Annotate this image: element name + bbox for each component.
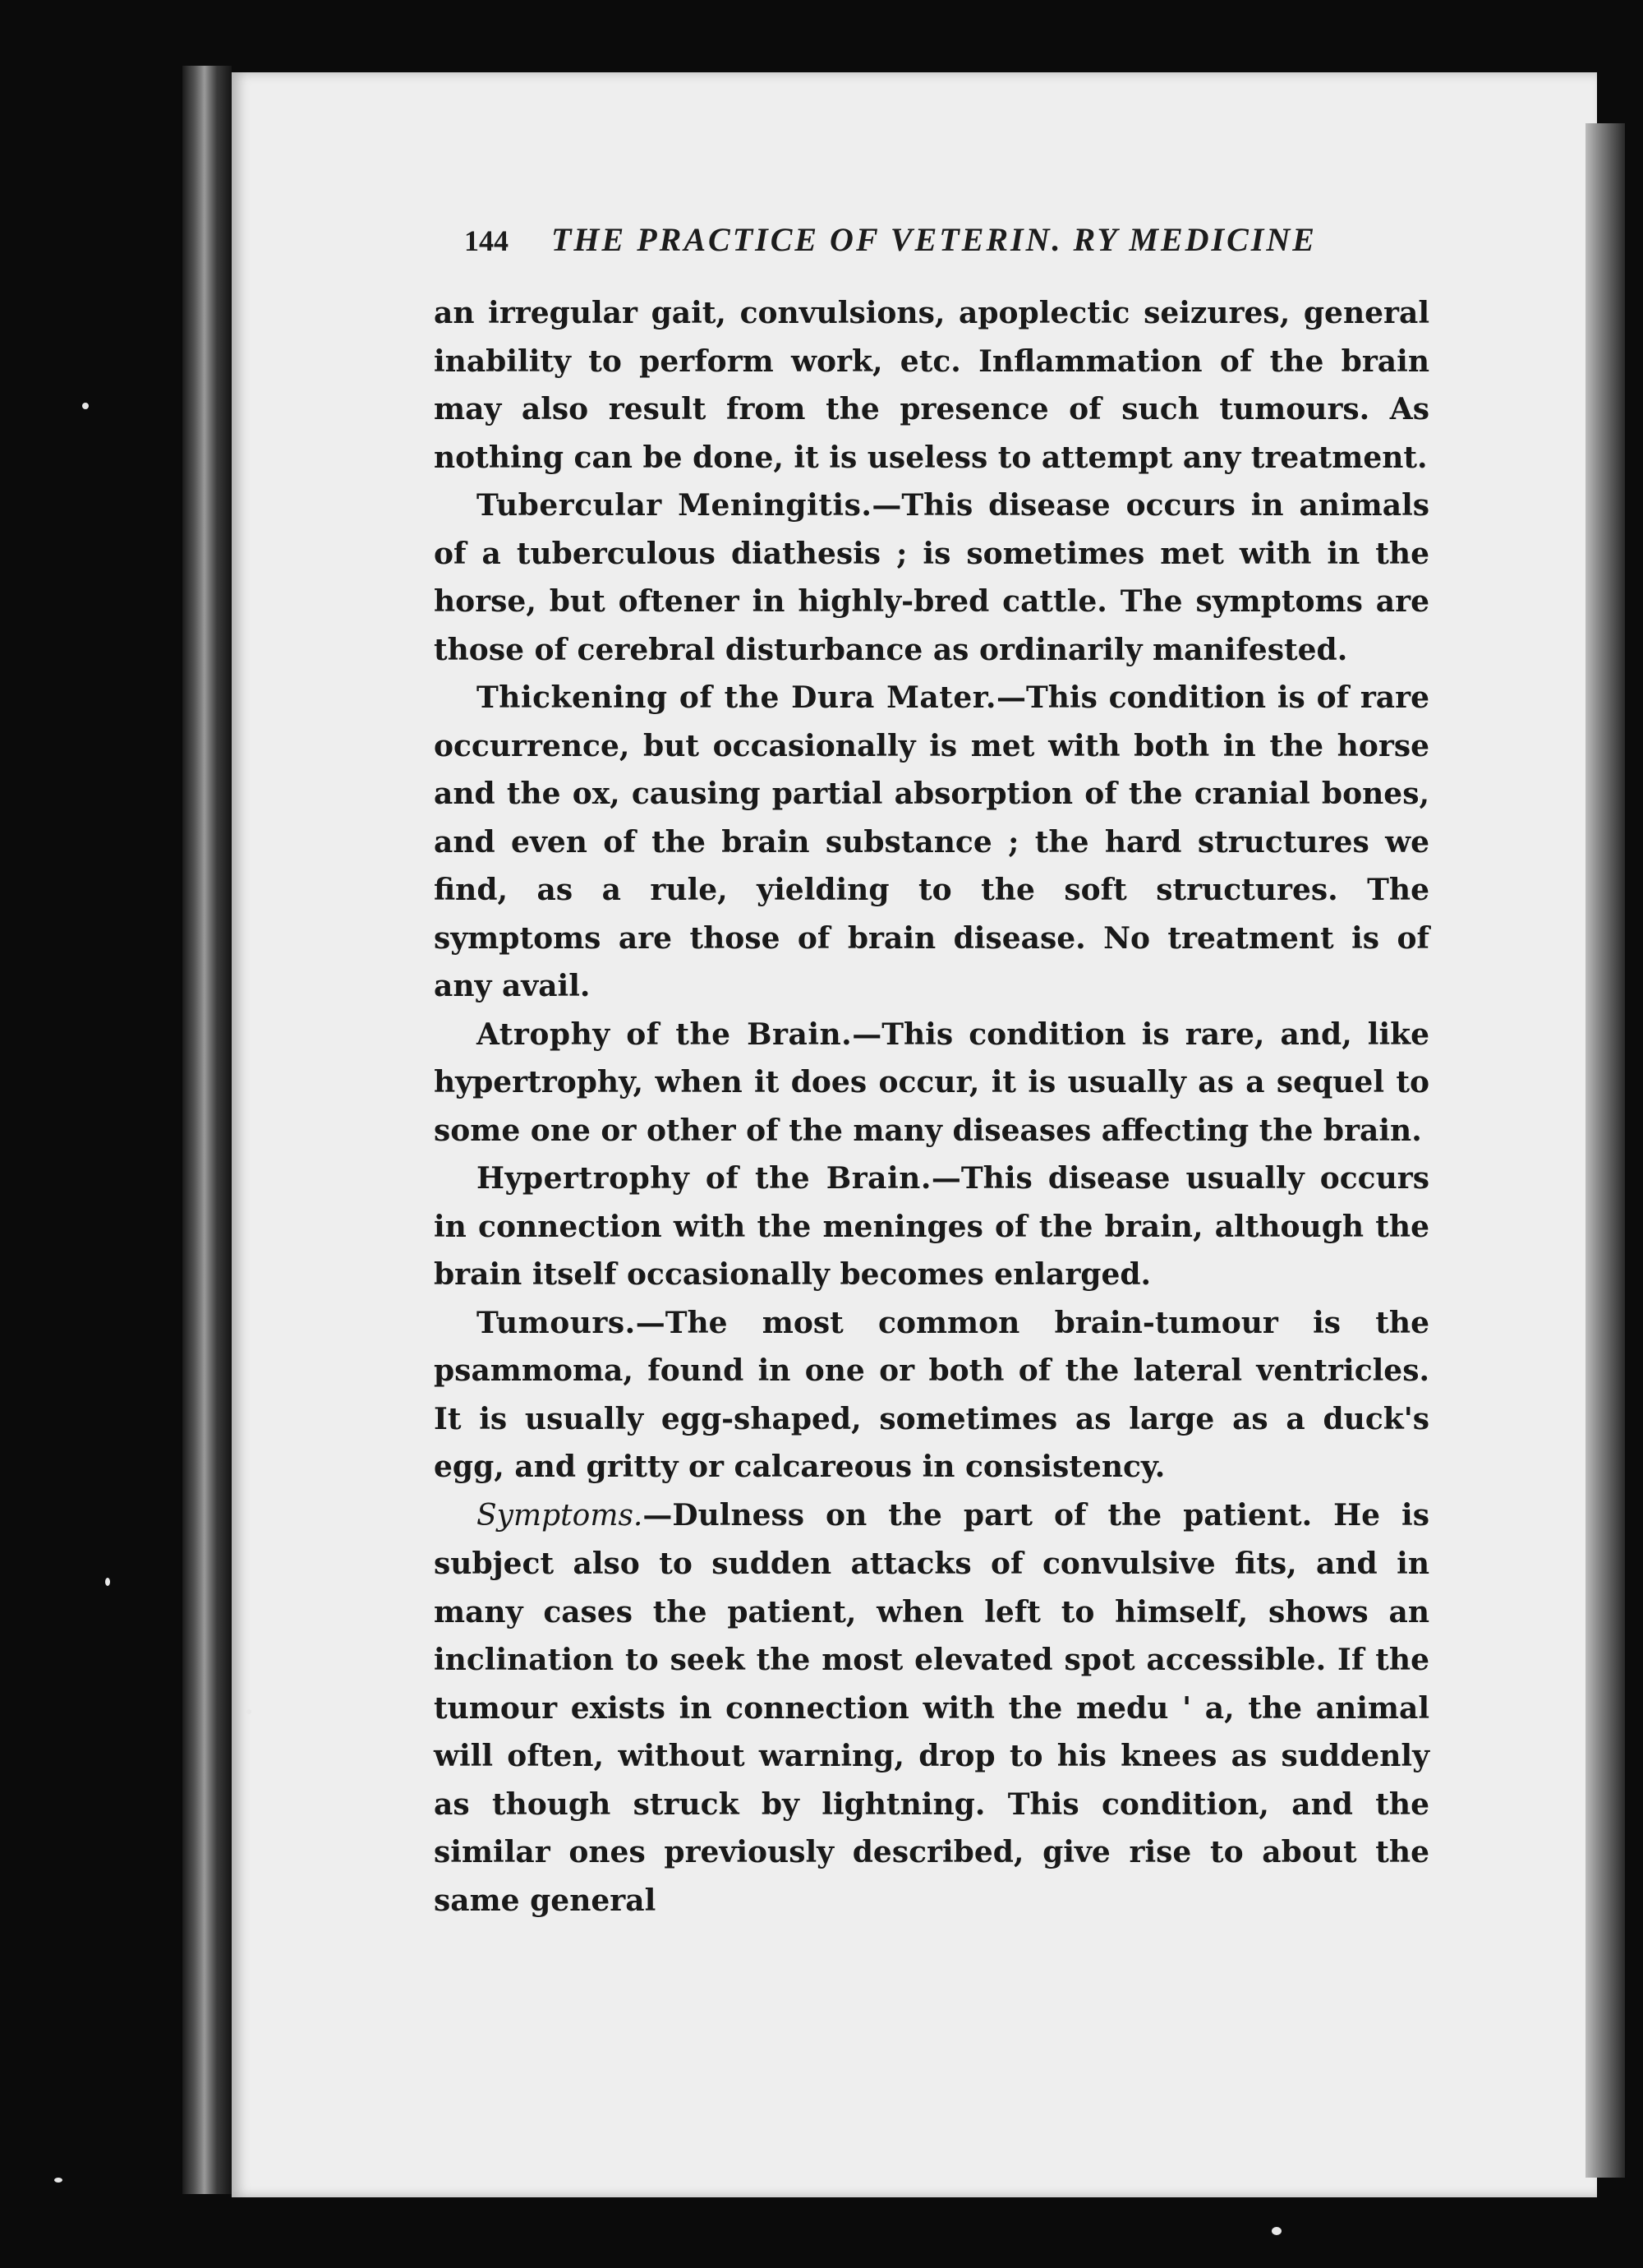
section-heading: Thickening of the Dura Mater. — [476, 680, 996, 715]
paragraph-atrophy — [434, 1011, 1429, 1155]
running-title: THE PRACTICE OF VETERIN. RY MEDICINE — [551, 221, 1317, 258]
book-spine-shadow — [182, 66, 232, 2194]
section-heading: Tubercular Meningitis. — [476, 488, 872, 523]
dust-speck — [246, 1709, 251, 1714]
paragraph-hypertrophy — [434, 1155, 1429, 1299]
paragraph-tumours — [434, 1299, 1429, 1491]
body-text — [434, 289, 1429, 1925]
running-header — [464, 220, 1450, 270]
paragraph-tubercular-meningitis — [434, 482, 1429, 674]
paragraph-text: —This condition is of rare occurrence, but occasionally is met with both in the horse and the ox, causing partial absorption of the cranial bones, and even of the brain substance ; the hard structures we find, as a rule, yielding to the soft structures. The symptoms are those of brain disease. No treatment is of any avail. — [434, 680, 1429, 1003]
paragraph-text: —The most common brain-tumour is the psammoma, found in one or both of the lateral ventricles. It is usually egg-shaped, sometimes as large as a duck's egg, and gritty or calcareous in consistency. — [434, 1305, 1429, 1484]
paragraph-text: —This disease usually occurs in connection with the meninges of the brain, although the brain itself occasionally becomes enlarged. — [434, 1161, 1429, 1292]
section-heading: Atrophy of the Brain. — [476, 1016, 853, 1052]
section-heading: Hypertrophy of the Brain. — [476, 1161, 932, 1196]
dust-speck — [1272, 2227, 1282, 2235]
paragraph-continuation — [434, 289, 1429, 482]
paragraph-symptoms — [434, 1491, 1429, 1925]
page-edge-shadow — [1585, 123, 1625, 2178]
dust-speck — [54, 2178, 62, 2183]
page-number: 144 — [464, 224, 509, 257]
paragraph-dura-mater — [434, 674, 1429, 1011]
subsection-heading: Symptoms. — [476, 1498, 643, 1533]
paragraph-text: an irregular gait, convulsions, apoplectic seizures, general inability to perform work, etc. Inflammation of the brain may also result from the presence of such tumours. As nothing can be done, it is useless to attempt any treatment. — [434, 296, 1429, 475]
paragraph-text: —This disease occurs in animals of a tuberculous diathesis ; is sometimes met with in the horse, but oftener in highly-bred cattle. The symptoms are those of cerebral disturbance as ordinarily manifested. — [434, 488, 1430, 667]
paragraph-text: —This condition is rare, and, like hypertrophy, when it does occur, it is usually as a sequel to some one or other of the many diseases affecting the brain. — [434, 1016, 1430, 1148]
section-heading: Tumours. — [476, 1305, 636, 1340]
dust-speck — [105, 1578, 110, 1586]
paragraph-text: —Dulness on the part of the patient. He is subject also to sudden attacks of convulsive fits, and in many cases the patient, when left to himself, shows an inclination to seek the most elevated spot accessible. If the tumour exists in connection with the medu ' a, the animal will often, without warning, drop to his knees as suddenly as though struck by lightning. This condition, and the similar ones previously described, give rise to about the same general — [434, 1497, 1429, 1918]
dust-speck — [82, 403, 89, 409]
